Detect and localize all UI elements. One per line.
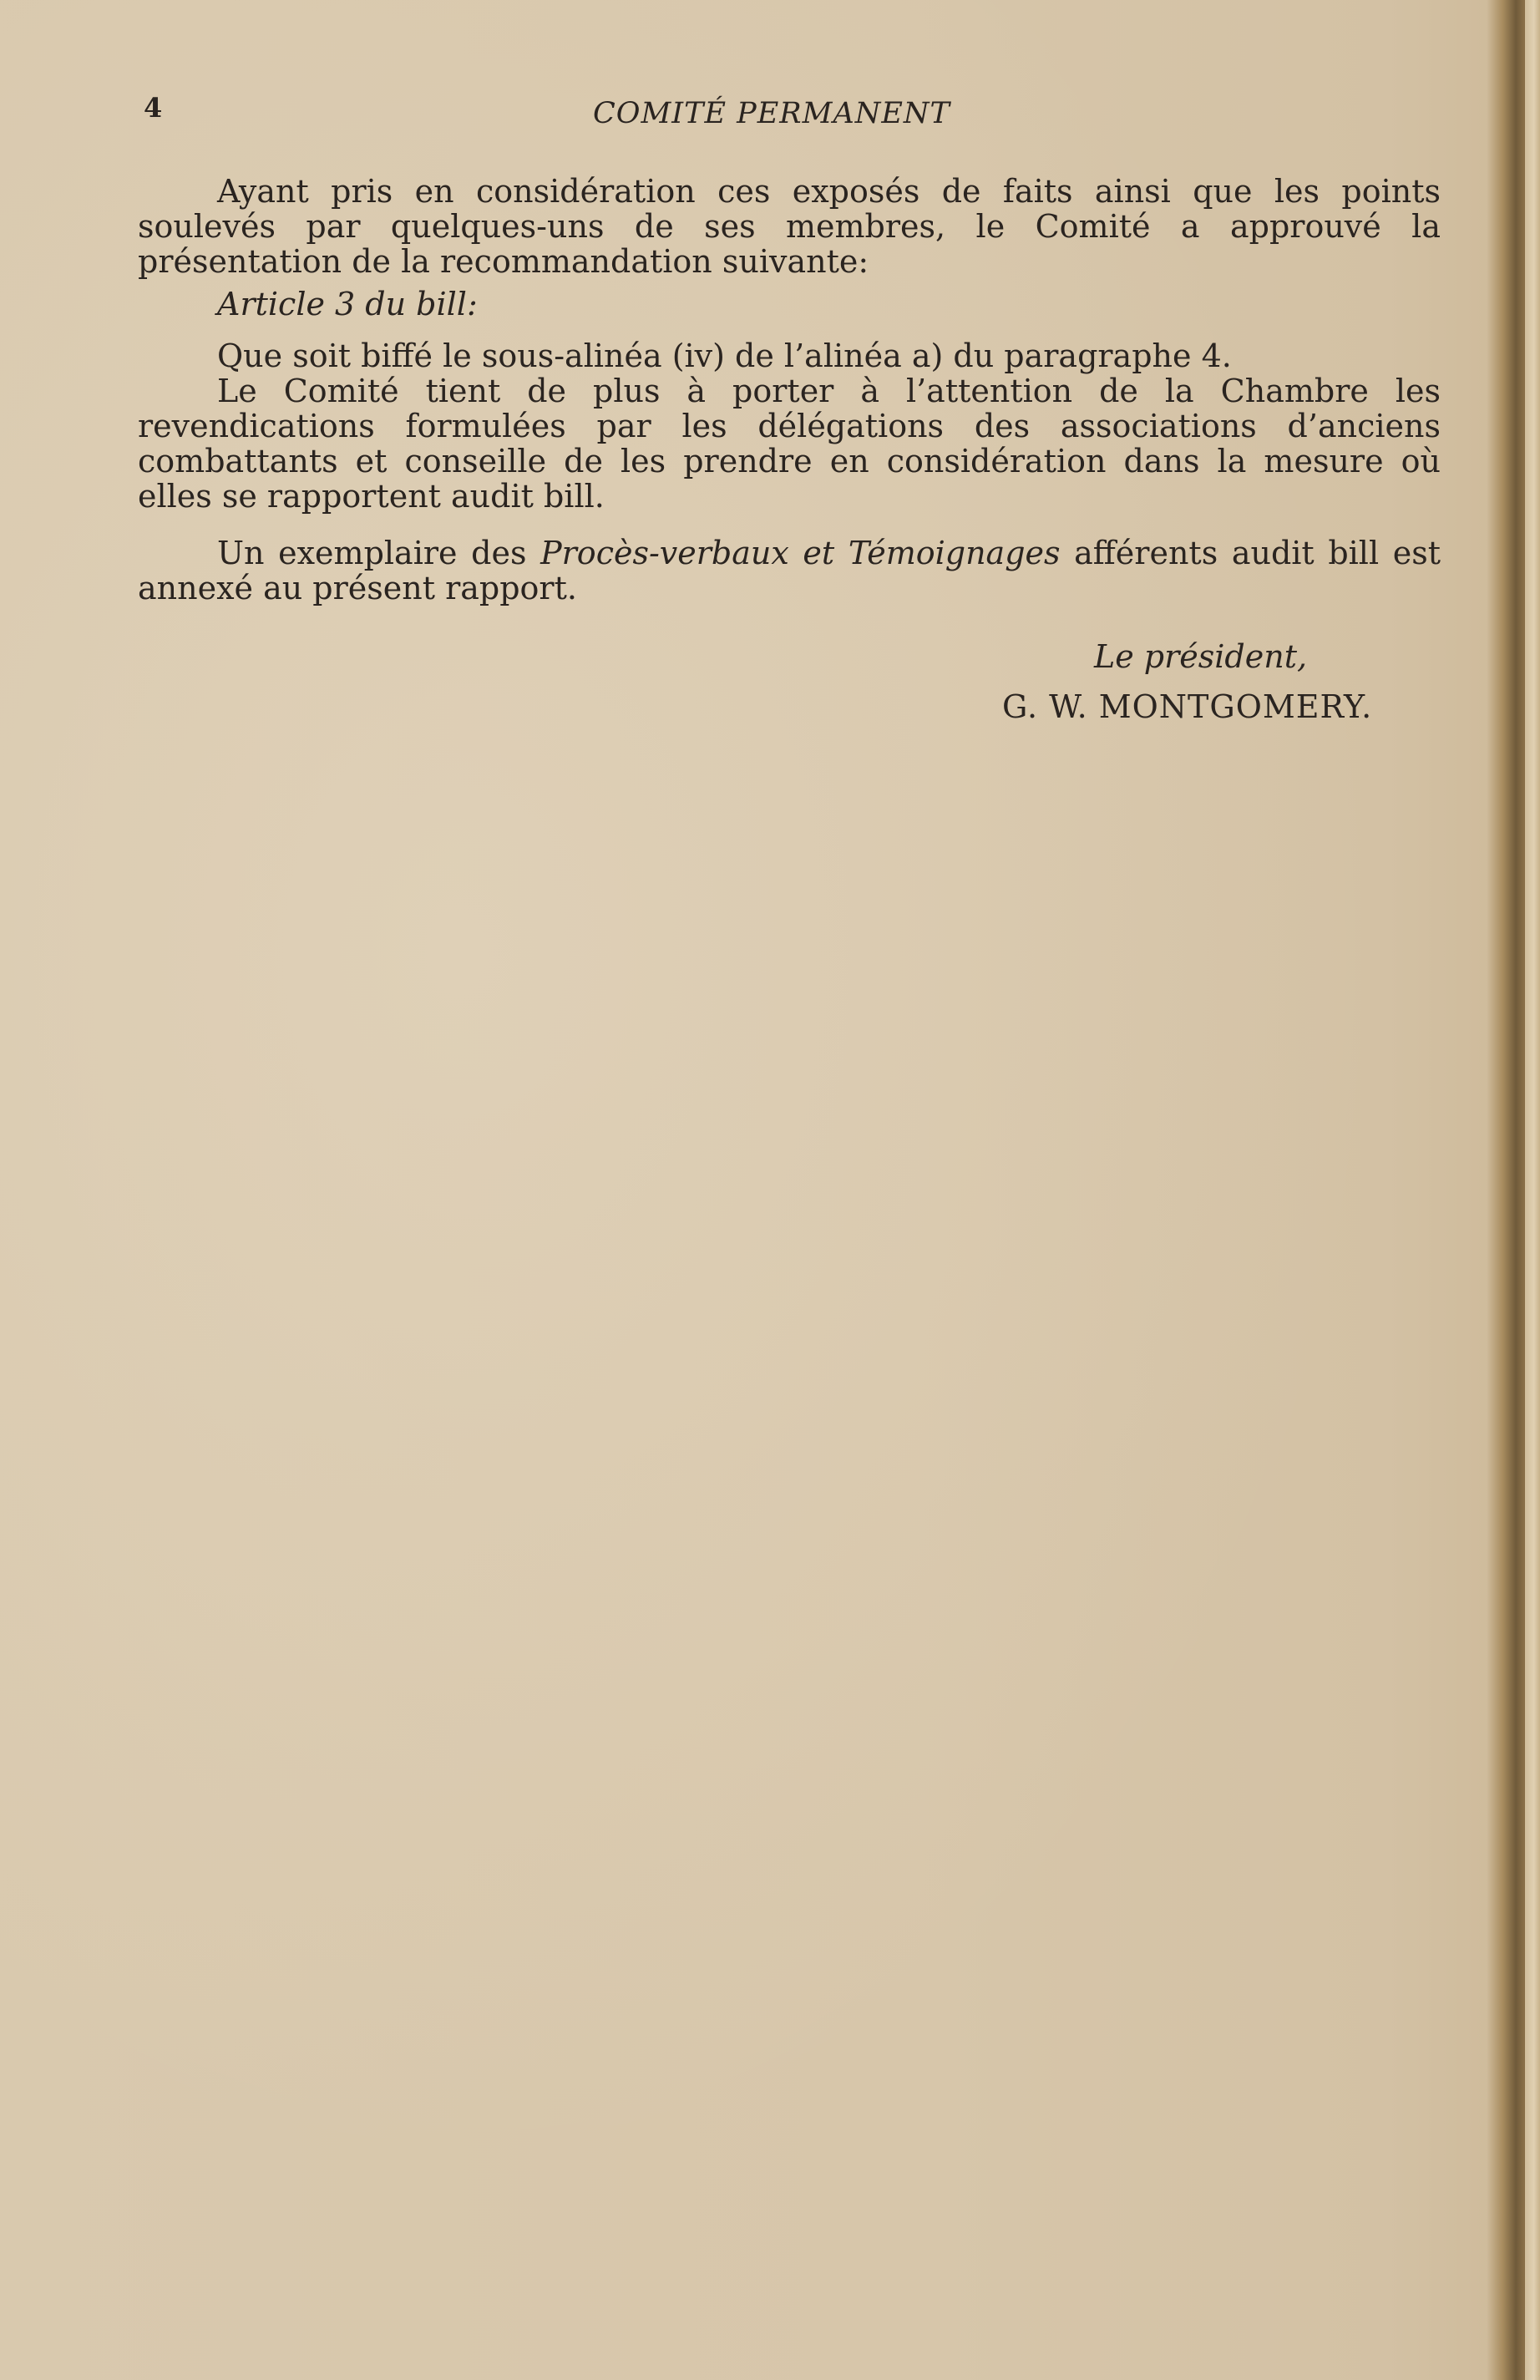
page-number: 4	[144, 92, 163, 124]
running-title: COMITÉ PERMANENT	[593, 97, 950, 130]
annex-text-italic: Procès-verbaux et Témoignages	[540, 535, 1061, 571]
annex-text-start: Un exemplaire des	[217, 535, 541, 571]
annex-text-end: afférents audit bill est annexé au présent rapport.	[138, 535, 1441, 606]
article-heading: Article 3 du bill:	[217, 286, 478, 322]
signature-name: G. W. MONTGOMERY.	[1002, 688, 1373, 725]
page-edge	[1525, 0, 1540, 2380]
paragraph-annex	[138, 535, 1441, 606]
paragraph-claims: Le Comité tient de plus à porter à l’attention de la Chambre les revendications formulées par les délégations des associations d’anciens combattants et conseille de les prendre en considération dans la mesure où elles se rapportent audit bill.	[138, 373, 1441, 515]
paragraph-considerations: Ayant pris en considération ces exposés de faits ainsi que les points soulevés par quelques-uns de ses membres, le Comité a approuvé la présentation de la recommandation suivante:	[138, 173, 1441, 280]
signature-title: Le président,	[1094, 638, 1308, 675]
paragraph-amendment: Que soit biffé le sous-alinéa (iv) de l’alinéa a) du paragraphe 4.	[217, 337, 1232, 374]
